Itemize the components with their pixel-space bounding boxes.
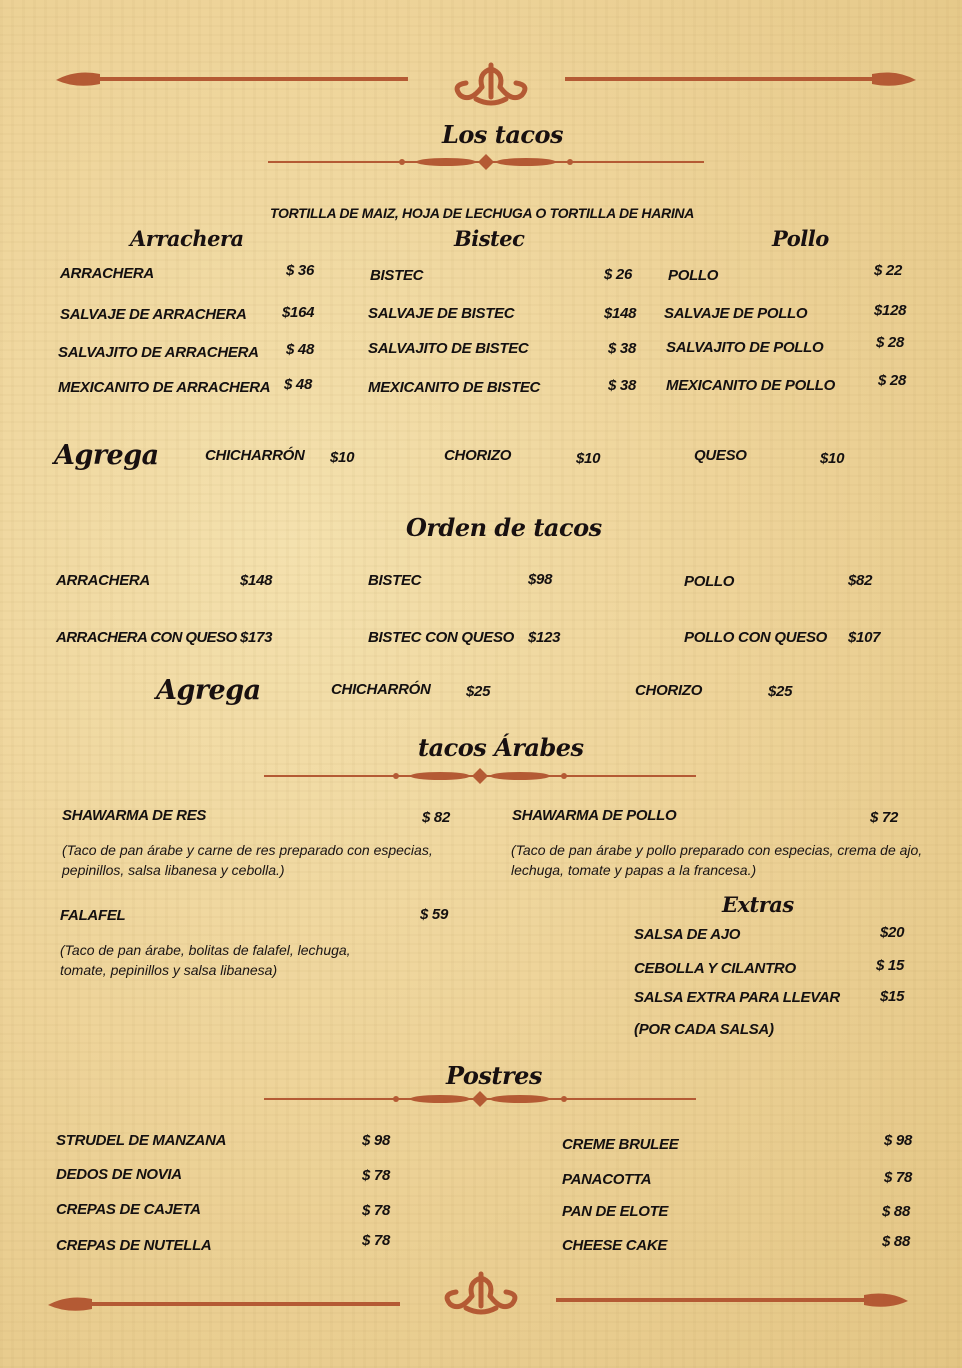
orden-item-price: $82 [848,572,873,589]
addon-name: CHICHARRÓN [205,447,305,464]
addon-price: $25 [768,683,793,700]
agrega-label: Agrega [54,440,159,471]
menu-item-name: SALVAJITO DE POLLO [666,339,824,356]
addon-name: CHICHARRÓN [331,681,431,698]
arabe-item-description: (Taco de pan árabe y carne de res preparado con especias, pepinillos, salsa libanesa y cebolla.) [62,842,433,878]
menu-item-price: $ 28 [878,372,906,389]
menu-item-price: $ 48 [284,376,312,393]
menu-item-price: $ 26 [604,266,632,283]
arabe-item-name: SHAWARMA DE POLLO [512,807,677,824]
postre-item-price: $ 98 [884,1132,912,1149]
menu-item-name: SALVAJITO DE ARRACHERA [58,344,259,361]
addon-price: $25 [466,683,491,700]
addon-name: QUESO [694,447,747,464]
top-left-arrow-line [56,72,408,85]
agrega-label: Agrega [156,675,261,706]
menu-item-price: $ 22 [874,262,902,279]
extra-item-name: SALSA DE AJO [634,926,741,943]
postre-item-name: PANACOTTA [562,1171,652,1188]
postre-item-name: CREPAS DE CAJETA [56,1201,201,1218]
postre-item-price: $ 98 [362,1132,390,1149]
column-heading-pollo: Pollo [772,226,829,251]
extra-item-price: $20 [880,924,905,941]
postres-divider [264,1089,696,1109]
postre-item-price: $ 88 [882,1203,910,1220]
extra-item-name: CEBOLLA Y CILANTRO [634,960,796,977]
extra-item-price: $15 [880,988,905,1005]
menu-item-name: ARRACHERA [60,265,154,282]
addon-name: CHORIZO [635,682,703,699]
bottom-right-arrow-line [556,1293,908,1306]
orden-item-price: $107 [848,629,881,646]
menu-item-name: MEXICANITO DE POLLO [666,377,836,394]
menu-item-name: SALVAJE DE POLLO [664,305,808,322]
bottom-ornament [0,1266,962,1326]
menu-item-name: BISTEC [370,267,424,284]
arabes-title: tacos Árabes [418,733,584,762]
orden-item-name: ARRACHERA CON QUESO [56,629,237,646]
tacos-divider [268,152,704,172]
column-heading-bistec: Bistec [454,226,525,251]
top-right-arrow-line [565,72,916,85]
arabe-item-description: (Taco de pan árabe, bolitas de falafel, lechuga, tomate, pepinillos y salsa libanesa) [60,942,351,978]
tacos-title: Los tacos [442,120,564,149]
menu-item-price: $ 48 [286,341,314,358]
postre-item-name: PAN DE ELOTE [562,1203,669,1220]
extras-note: (POR CADA SALSA) [634,1021,774,1038]
menu-item-name: POLLO [668,267,719,284]
orden-item-price: $98 [528,571,553,588]
postre-item-price: $ 78 [884,1169,912,1186]
tacos-subtitle: TORTILLA DE MAIZ, HOJA DE LECHUGA O TORTILLA DE HARINA [270,205,695,221]
bottom-left-arrow-line [48,1297,400,1310]
menu-item-price: $164 [282,304,315,321]
orden-item-price: $173 [240,629,273,646]
extras-title: Extras [722,892,794,917]
arabe-item-name: SHAWARMA DE RES [62,807,207,824]
menu-item-name: SALVAJITO DE BISTEC [368,340,529,357]
fleur-ornament-icon [457,65,525,103]
fleur-ornament-icon [447,1274,515,1312]
postre-item-name: CREME BRULEE [562,1136,679,1153]
postre-item-name: DEDOS DE NOVIA [56,1166,182,1183]
menu-item-price: $ 28 [876,334,904,351]
menu-item-price: $ 38 [608,340,636,357]
orden-item-price: $148 [240,572,273,589]
postre-item-price: $ 78 [362,1202,390,1219]
extra-item-price: $ 15 [876,957,904,974]
menu-item-price: $ 38 [608,377,636,394]
arabe-item-price: $ 72 [870,809,898,826]
addon-price: $10 [576,450,601,467]
top-ornament [0,55,962,115]
orden-item-name: POLLO [684,573,735,590]
menu-item-name: SALVAJE DE ARRACHERA [60,306,247,323]
arabe-item-description: (Taco de pan árabe y pollo preparado con especias, crema de ajo, lechuga, tomate y papas a la francesa.) [511,842,923,878]
postre-item-name: CHEESE CAKE [562,1237,668,1254]
orden-item-name: BISTEC [368,572,422,589]
postre-item-price: $ 78 [362,1232,390,1249]
postre-item-name: STRUDEL DE MANZANA [56,1132,227,1149]
postre-item-name: CREPAS DE NUTELLA [56,1237,212,1254]
postres-title: Postres [446,1061,542,1090]
addon-name: CHORIZO [444,447,512,464]
menu-item-price: $128 [874,302,907,319]
orden-item-price: $123 [528,629,561,646]
menu-item-price: $148 [604,305,637,322]
column-heading-arrachera: Arrachera [130,226,244,251]
orden-item-name: ARRACHERA [56,572,150,589]
arabes-divider [264,766,696,786]
postre-item-price: $ 88 [882,1233,910,1250]
arabe-item-name: FALAFEL [60,907,126,924]
arabe-item-price: $ 59 [420,906,448,923]
menu-item-price: $ 36 [286,262,314,279]
addon-price: $10 [820,450,845,467]
menu-item-name: MEXICANITO DE ARRACHERA [58,379,271,396]
menu-item-name: MEXICANITO DE BISTEC [368,379,541,396]
postre-item-price: $ 78 [362,1167,390,1184]
orden-title: Orden de tacos [406,513,602,542]
orden-item-name: BISTEC CON QUESO [368,629,515,646]
addon-price: $10 [330,449,355,466]
orden-item-name: POLLO CON QUESO [684,629,828,646]
extra-item-name: SALSA EXTRA PARA LLEVAR [634,989,840,1006]
arabe-item-price: $ 82 [422,809,450,826]
menu-item-name: SALVAJE DE BISTEC [368,305,515,322]
